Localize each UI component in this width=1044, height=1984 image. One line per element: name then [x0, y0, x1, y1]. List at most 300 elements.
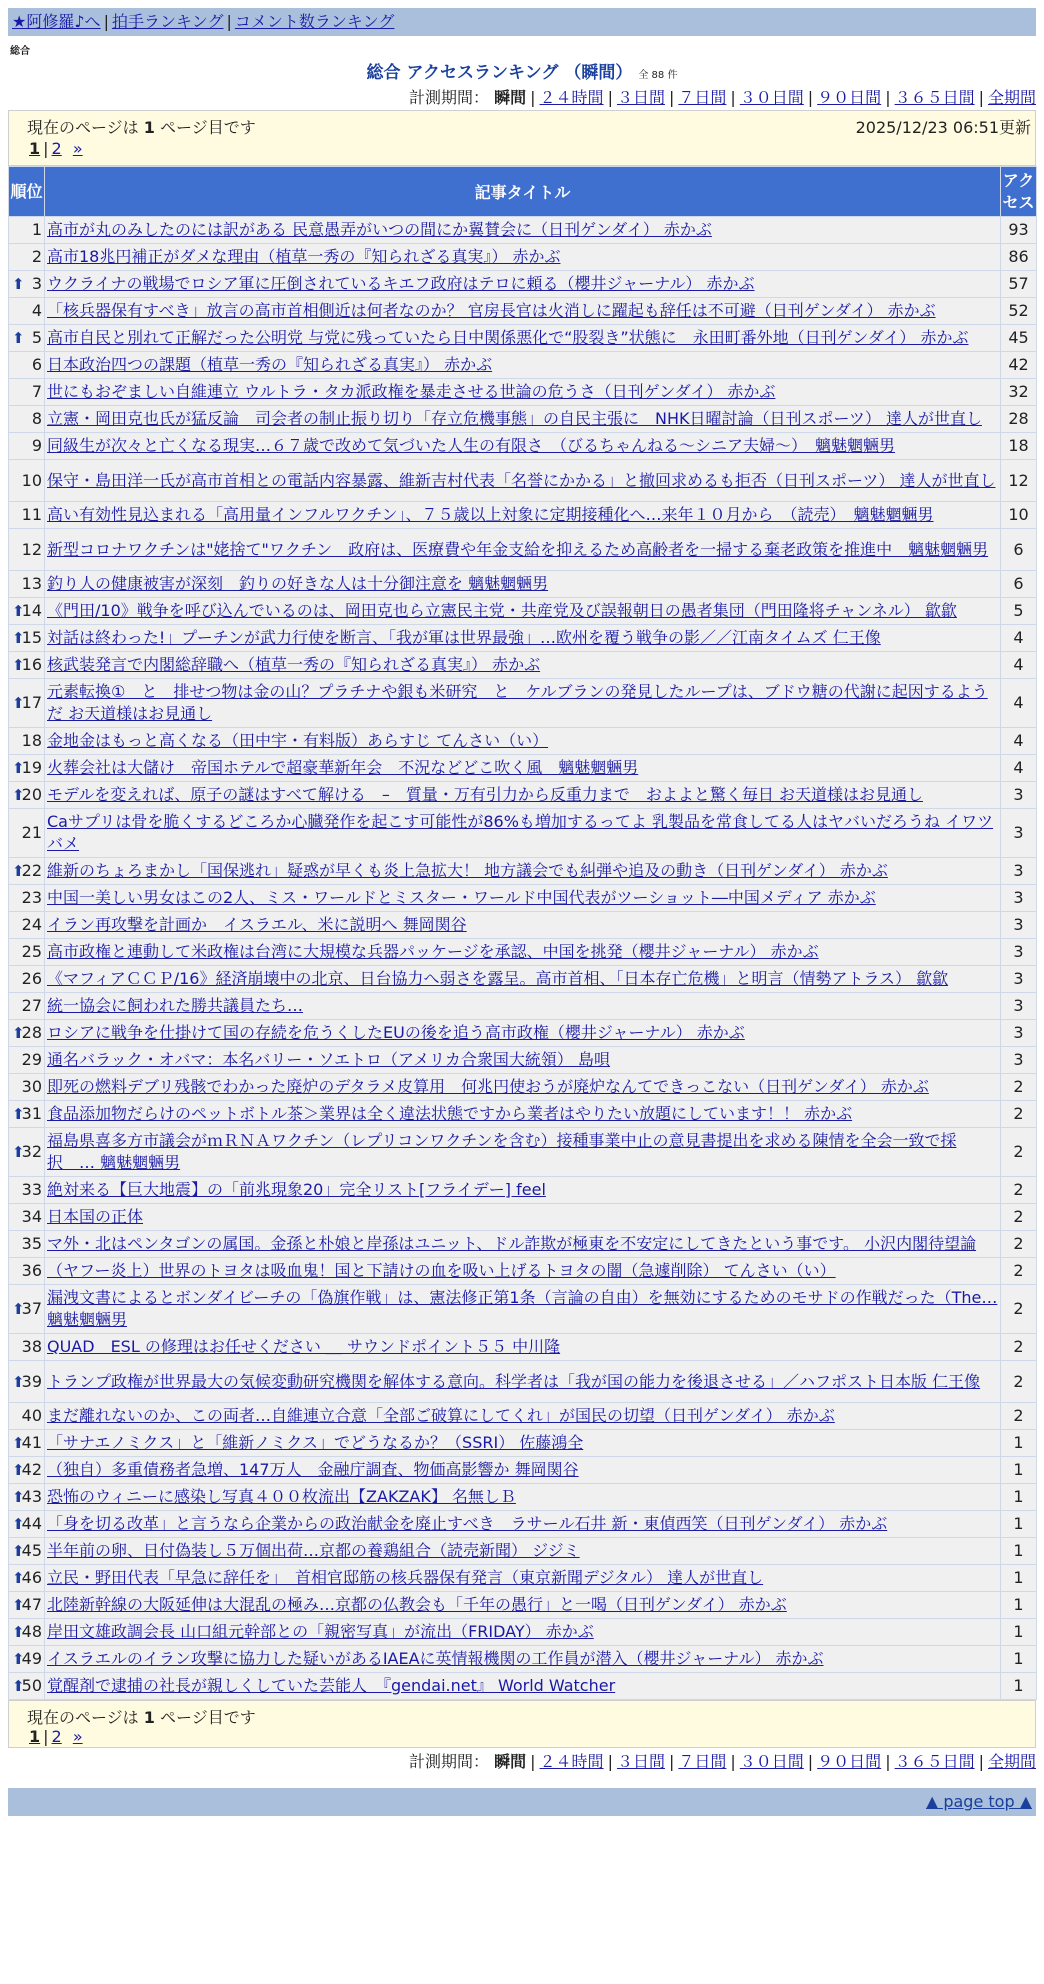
- rank-number: 34: [21, 1207, 42, 1226]
- rank-number: 21: [21, 823, 42, 842]
- period-link-90d[interactable]: ９０日間: [817, 1752, 882, 1771]
- rank-cell: [9, 652, 45, 679]
- table-row: [9, 1619, 1037, 1646]
- access-count: 12: [1001, 460, 1037, 502]
- article-title-link[interactable]: 覚醒剤で逮捕の社長が親しくしていた芸能人 『gendai.net』 World Watcher: [47, 1676, 616, 1695]
- title-cell: [45, 1047, 1001, 1074]
- col-title-header: 記事タイトル: [45, 167, 1001, 217]
- table-row: [9, 858, 1037, 885]
- article-title-link[interactable]: 金地金はもっと高くなる（田中宇・有料版）あらすじ てんさい（い）: [47, 731, 549, 750]
- access-count: 2: [1001, 1204, 1037, 1231]
- access-count: 2: [1001, 1177, 1037, 1204]
- title-cell: [45, 1258, 1001, 1285]
- rank-number: 41: [21, 1433, 42, 1452]
- period-link-24h[interactable]: ２４時間: [539, 1752, 604, 1771]
- rank-number: 16: [21, 655, 42, 674]
- rank-number: 27: [21, 996, 42, 1015]
- rank-cell: [9, 1592, 45, 1619]
- article-title-link[interactable]: 日本政治四つの課題（植草一秀の『知られざる真実』） 赤かぶ: [47, 355, 493, 374]
- article-title-link[interactable]: 高市政権と連動して米政権は台湾に大規模な兵器パッケージを承認、中国を挑発（櫻井ジャーナル） 赤かぶ: [47, 942, 819, 961]
- title-cell: [45, 809, 1001, 858]
- article-title-link[interactable]: 対話は終わった!」プーチンが武力行使を断言、「我が軍は世界最強」…欧州を覆う戦争の影／／江南タイムズ 仁王像: [47, 628, 881, 647]
- up-arrow-icon: ⬆: [12, 1488, 25, 1506]
- access-count: 3: [1001, 1020, 1037, 1047]
- article-title-link[interactable]: QUAD ESL の修理はお任せください ＿ サウンドポイント５５ 中川隆: [47, 1337, 561, 1356]
- article-title-link[interactable]: 福島県喜多方市議会がｍＲＮＡワクチン（レプリコンワクチンを含む）接種事業中止の意見書提出を求める陳情を全会一致で採択 … 魑魅魍魎男: [47, 1131, 957, 1172]
- access-count: 93: [1001, 217, 1037, 244]
- up-arrow-icon: ⬆: [12, 1461, 25, 1479]
- article-title-link[interactable]: 立民・野田代表「早急に辞任を」 首相官邸筋の核兵器保有発言（東京新聞デジタル） 達人が世直し: [47, 1568, 764, 1587]
- rank-number: 26: [21, 969, 42, 988]
- table-row: [9, 1430, 1037, 1457]
- rank-cell: [9, 1334, 45, 1361]
- article-title-link[interactable]: 世にもおぞましい自維連立 ウルトラ・タカ派政権を暴走させる世論の危うさ（日刊ゲンダイ） 赤かぶ: [47, 382, 776, 401]
- up-arrow-icon: ⬆: [12, 1434, 25, 1452]
- rank-number: 4: [31, 301, 42, 320]
- article-title-link[interactable]: 食品添加物だらけのペットボトル茶＞業界は全く違法状態ですから業者はやりたい放題にしています！！ 赤かぶ: [47, 1104, 853, 1123]
- pager-next[interactable]: »: [72, 1727, 83, 1746]
- article-title-link[interactable]: イラン再攻撃を計画か イスラエル、米に説明へ 舞岡関谷: [47, 915, 467, 934]
- access-count: 2: [1001, 1128, 1037, 1177]
- ranking-table: [8, 166, 1037, 1700]
- nav-separator: |: [226, 12, 232, 31]
- access-count: 5: [1001, 598, 1037, 625]
- title-cell: [45, 352, 1001, 379]
- rank-cell: [9, 939, 45, 966]
- rank-number: 2: [31, 247, 42, 266]
- period-link-all[interactable]: 全期間: [987, 1752, 1036, 1771]
- up-arrow-icon: ⬆: [12, 1515, 25, 1533]
- up-arrow-icon: ⬆: [12, 1024, 25, 1042]
- up-arrow-icon: ⬆: [12, 1105, 25, 1123]
- table-row: [9, 1177, 1037, 1204]
- rank-cell: [9, 244, 45, 271]
- rank-number: 10: [21, 470, 42, 490]
- access-count: 2: [1001, 1403, 1037, 1430]
- period-link-30d[interactable]: ３０日間: [739, 1752, 804, 1771]
- up-arrow-icon: ⬆: [12, 1542, 25, 1560]
- rank-number: 20: [21, 785, 42, 804]
- period-link-3d[interactable]: ３日間: [616, 1752, 665, 1771]
- title-cell: [45, 1285, 1001, 1334]
- access-count: 3: [1001, 1047, 1037, 1074]
- article-title-link[interactable]: 高市18兆円補正がダメな理由（植草一秀の『知られざる真実』） 赤かぶ: [47, 247, 561, 266]
- title-cell: [45, 502, 1001, 529]
- up-arrow-icon: ⬆: [12, 629, 25, 647]
- rank-cell: [9, 809, 45, 858]
- rank-number: 35: [21, 1234, 42, 1253]
- table-row: [9, 966, 1037, 993]
- table-row: [9, 993, 1037, 1020]
- up-arrow-icon: ⬆: [12, 602, 25, 620]
- article-title-link[interactable]: （ヤフー炎上）世界のトヨタは吸血鬼！国と下請けの血を吸い上げるトヨタの闇（急遽削除） てんさい（い）: [47, 1261, 836, 1280]
- rank-cell: [9, 1511, 45, 1538]
- rank-number: 18: [21, 731, 42, 750]
- period-link-24h[interactable]: ２４時間: [539, 88, 604, 107]
- article-title-link[interactable]: 元素転換① と 排せつ物は金の山？プラチナや銀も米研究 と ケルブランの発見したループは、ブドウ糖の代謝に起因するようだ お天道様はお見通し: [47, 682, 988, 723]
- pager-next[interactable]: »: [72, 139, 83, 158]
- access-count: 3: [1001, 782, 1037, 809]
- rank-number: 40: [21, 1406, 42, 1425]
- table-row: [9, 1673, 1037, 1700]
- article-title-link[interactable]: 恐怖のウィニーに感染し写真４００枚流出【ZAKZAK】 名無しＢ: [47, 1487, 516, 1506]
- updated-timestamp: 2025/12/23 06:51更新: [855, 118, 1031, 137]
- up-arrow-icon: ⬆: [12, 1569, 25, 1587]
- access-count: 1: [1001, 1592, 1037, 1619]
- footer-bar: [8, 1788, 1036, 1816]
- pager-current: 1: [29, 1727, 41, 1746]
- table-row: [9, 728, 1037, 755]
- title-cell: [45, 858, 1001, 885]
- table-row: [9, 1361, 1037, 1403]
- table-row: [9, 1101, 1037, 1128]
- up-arrow-icon: ⬆: [12, 862, 25, 880]
- table-row: [9, 379, 1037, 406]
- period-current: 瞬間: [494, 88, 527, 107]
- rank-cell: [9, 1177, 45, 1204]
- rank-number: 36: [21, 1261, 42, 1280]
- rank-cell: [9, 728, 45, 755]
- rank-number: 29: [21, 1050, 42, 1069]
- rank-cell: [9, 1538, 45, 1565]
- article-title-link[interactable]: 統一協会に飼われた勝共議員たち…: [47, 996, 304, 1015]
- table-row: [9, 571, 1037, 598]
- table-row: [9, 652, 1037, 679]
- up-arrow-icon: ⬆: [12, 275, 25, 293]
- rank-cell: [9, 571, 45, 598]
- title-cell: [45, 728, 1001, 755]
- table-row: [9, 625, 1037, 652]
- table-row: [9, 1484, 1037, 1511]
- period-link-30d[interactable]: ３０日間: [739, 88, 804, 107]
- category-label: 総合: [10, 46, 30, 57]
- article-title-link[interactable]: イスラエルのイラン攻撃に協力した疑いがあるIAEAに英情報機関の工作員が潜入（櫻井ジャーナル） 赤かぶ: [47, 1649, 824, 1668]
- page-top-link[interactable]: ▲ page top ▲: [925, 1792, 1032, 1811]
- table-row: [9, 912, 1037, 939]
- pager-page-2[interactable]: 2: [51, 1727, 62, 1746]
- article-title-link[interactable]: まだ離れないのか、この両者…自維連立合意「全部ご破算にしてくれ」が国民の切望（日刊ゲンダイ） 赤かぶ: [47, 1406, 835, 1425]
- rank-cell: [9, 755, 45, 782]
- title-cell: [45, 1430, 1001, 1457]
- table-row: [9, 679, 1037, 728]
- rank-cell: [9, 966, 45, 993]
- rank-number: 8: [31, 409, 42, 428]
- rank-cell: [9, 1457, 45, 1484]
- access-count: 4: [1001, 755, 1037, 782]
- table-row: [9, 1403, 1037, 1430]
- article-title-link[interactable]: 新型コロナワクチンは"姥捨て"ワクチン 政府は、医療費や年金支給を抑えるため高齢者を一掃する棄老政策を推進中 魑魅魍魎男: [47, 539, 989, 559]
- rank-cell: [9, 782, 45, 809]
- current-page-text-bottom: 現在のページは 1 ページ目です: [27, 1708, 256, 1727]
- rank-number: 50: [21, 1676, 42, 1695]
- article-title-link[interactable]: 《マフィアＣＣＰ/16》経済崩壊中の北京、日台協力へ弱さを露呈。高市首相、「日本存亡危機」と明言（情勢アトラス） 歙歙: [47, 969, 949, 988]
- period-label: 計測期間：: [409, 88, 490, 107]
- rank-number: 13: [21, 574, 42, 593]
- table-row: [9, 1047, 1037, 1074]
- rank-cell: [9, 1128, 45, 1177]
- table-row: [9, 502, 1037, 529]
- page-title: 総合 アクセスランキング （瞬間）: [366, 63, 633, 83]
- table-row: [9, 1646, 1037, 1673]
- rank-cell: [9, 271, 45, 298]
- rank-cell: [9, 1565, 45, 1592]
- rank-cell: [9, 679, 45, 728]
- title-cell: [45, 1334, 1001, 1361]
- title-cell: [45, 406, 1001, 433]
- up-arrow-icon: ⬆: [12, 694, 25, 712]
- article-title-link[interactable]: 高い有効性見込まれる「高用量インフルワクチン」、７５歳以上対象に定期接種化へ…来年１０月から （読売） 魑魅魍魎男: [47, 505, 934, 524]
- pager-top: 1 | 2 »: [29, 139, 83, 158]
- table-row: [9, 598, 1037, 625]
- title-cell: [45, 1565, 1001, 1592]
- period-link-all[interactable]: 全期間: [987, 88, 1036, 107]
- rank-cell: [9, 460, 45, 502]
- rank-number: 22: [21, 861, 42, 880]
- rank-cell: [9, 858, 45, 885]
- title-cell: [45, 379, 1001, 406]
- article-title-link[interactable]: （独自）多重債務者急増、147万人 金融庁調査、物価高影響か 舞岡関谷: [47, 1460, 579, 1479]
- rank-number: 33: [21, 1180, 42, 1199]
- page-info-top: [8, 110, 1036, 166]
- title-cell: [45, 298, 1001, 325]
- rank-cell: [9, 598, 45, 625]
- rank-cell: [9, 1047, 45, 1074]
- article-title-link[interactable]: 高市が丸のみしたのには訳がある 民意愚弄がいつの間にか翼賛会に（日刊ゲンダイ） 赤かぶ: [47, 220, 712, 239]
- rank-cell: [9, 406, 45, 433]
- access-count: 3: [1001, 966, 1037, 993]
- rank-number: 42: [21, 1460, 42, 1479]
- table-row: [9, 1231, 1037, 1258]
- rank-cell: [9, 298, 45, 325]
- rank-cell: [9, 1231, 45, 1258]
- rank-cell: [9, 433, 45, 460]
- title-cell: [45, 1361, 1001, 1403]
- access-count: 1: [1001, 1457, 1037, 1484]
- table-row: [9, 1538, 1037, 1565]
- period-link-7d[interactable]: ７日間: [678, 88, 727, 107]
- table-row: [9, 782, 1037, 809]
- access-count: 4: [1001, 728, 1037, 755]
- access-count: 2: [1001, 1361, 1037, 1403]
- article-title-link[interactable]: マ外・北はペンタゴンの属国。金孫と朴娘と岸孫はユニット、ドル詐欺が極東を不安定にしてきたという事です。 小沢内閣待望論: [47, 1234, 977, 1253]
- up-arrow-icon: ⬆: [12, 656, 25, 674]
- title-cell: [45, 652, 1001, 679]
- access-count: 4: [1001, 652, 1037, 679]
- rank-number: 14: [21, 601, 42, 620]
- rank-cell: [9, 1673, 45, 1700]
- rank-cell: [9, 1430, 45, 1457]
- table-row: [9, 1204, 1037, 1231]
- rank-number: 1: [31, 220, 42, 239]
- title-cell: [45, 1177, 1001, 1204]
- table-row: [9, 809, 1037, 858]
- title-cell: [45, 598, 1001, 625]
- access-count: 1: [1001, 1430, 1037, 1457]
- page-info-bottom: [8, 1700, 1036, 1748]
- access-count: 3: [1001, 809, 1037, 858]
- rank-cell: [9, 1204, 45, 1231]
- nav-applause-ranking-link[interactable]: 拍手ランキング: [111, 12, 224, 31]
- rank-cell: [9, 1285, 45, 1334]
- up-arrow-icon: ⬆: [12, 1650, 25, 1668]
- table-row: [9, 1285, 1037, 1334]
- article-title-link[interactable]: 半年前の卵、日付偽装し５万個出荷…京都の養鶏組合（読売新聞） ジジミ: [47, 1541, 580, 1560]
- title-cell: [45, 1538, 1001, 1565]
- rank-cell: [9, 993, 45, 1020]
- top-nav: [8, 8, 1036, 36]
- rank-number: 19: [21, 758, 42, 777]
- article-title-link[interactable]: 「サナエノミクス」と「維新ノミクス」でどうなるか？（SSRI） 佐藤鴻全: [47, 1433, 584, 1452]
- article-title-link[interactable]: Caサプリは骨を脆くするどころか心臓発作を起こす可能性が86%も増加するってよ 乳製品を常食してる人はヤバいだろうね イワツバメ: [47, 812, 994, 853]
- title-cell: [45, 271, 1001, 298]
- rank-cell: [9, 1074, 45, 1101]
- table-row: [9, 1128, 1037, 1177]
- access-count: 86: [1001, 244, 1037, 271]
- up-arrow-icon: ⬆: [12, 786, 25, 804]
- access-count: 1: [1001, 1538, 1037, 1565]
- title-cell: [45, 571, 1001, 598]
- period-link-365d[interactable]: ３６５日間: [894, 1752, 975, 1771]
- article-title-link[interactable]: 核武装発言で内閣総辞職へ（植草一秀の『知られざる真実』） 赤かぶ: [47, 655, 541, 674]
- access-count: 18: [1001, 433, 1037, 460]
- title-cell: [45, 1231, 1001, 1258]
- access-count: 6: [1001, 571, 1037, 598]
- table-row: [9, 1457, 1037, 1484]
- rank-cell: [9, 1258, 45, 1285]
- article-title-link[interactable]: ウクライナの戦場でロシア軍に圧倒されているキエフ政府はテロに頼る（櫻井ジャーナル） 赤かぶ: [47, 274, 755, 293]
- rank-number: 44: [21, 1514, 42, 1533]
- access-count: 2: [1001, 1101, 1037, 1128]
- access-count: 45: [1001, 325, 1037, 352]
- article-title-link[interactable]: トランプ政権が世界最大の気候変動研究機関を解体する意向。科学者は「我が国の能力を後退させる」／ハフポスト日本版 仁王像: [47, 1371, 981, 1391]
- nav-separator: |: [103, 12, 109, 31]
- rank-number: 48: [21, 1622, 42, 1641]
- article-title-link[interactable]: 通名バラック・オバマ：本名バリー・ソエトロ（アメリカ合衆国大統領） 島唄: [47, 1050, 611, 1069]
- table-row: [9, 433, 1037, 460]
- period-link-7d[interactable]: ７日間: [678, 1752, 727, 1771]
- article-title-link[interactable]: 《門田/10》戦争を呼び込んでいるのは、岡田克也ら立憲民主党・共産党及び誤報朝日の愚者集団（門田隆将チャンネル） 歙歙: [47, 601, 957, 620]
- article-title-link[interactable]: 維新のちょろまかし「国保逃れ」疑惑が早くも炎上急拡大！ 地方議会でも糾弾や追及の動き（日刊ゲンダイ） 赤かぶ: [47, 861, 888, 880]
- article-title-link[interactable]: 立憲・岡田克也氏が猛反論 司会者の制止振り切り「存立危機事態」の自民主張に NHK日曜討論（日刊スポーツ） 達人が世直し: [47, 409, 982, 428]
- title-cell: [45, 1128, 1001, 1177]
- access-count: 28: [1001, 406, 1037, 433]
- article-title-link[interactable]: 高市自民と別れて正解だった公明党 与党に残っていたら日中関係悪化で“股裂き”状態に 永田町番外地（日刊ゲンダイ） 赤かぶ: [47, 328, 969, 347]
- access-count: 4: [1001, 625, 1037, 652]
- rank-cell: [9, 912, 45, 939]
- rank-number: 38: [21, 1337, 42, 1356]
- col-access-header: アクセス: [1001, 167, 1037, 217]
- rank-cell: [9, 502, 45, 529]
- article-title-link[interactable]: 岸田文雄政調会長 山口組元幹部との「親密写真」が流出（FRIDAY） 赤かぶ: [47, 1622, 594, 1641]
- table-row: [9, 325, 1037, 352]
- ranking-heading: [8, 62, 1036, 84]
- rank-cell: [9, 529, 45, 571]
- period-link-90d[interactable]: ９０日間: [817, 88, 882, 107]
- access-count: 1: [1001, 1484, 1037, 1511]
- rank-cell: [9, 1484, 45, 1511]
- table-row: [9, 271, 1037, 298]
- rank-number: 25: [21, 942, 42, 961]
- article-title-link[interactable]: 火葬会社は大儲け 帝国ホテルで超豪華新年会 不況などどこ吹く風 魑魅魍魎男: [47, 758, 639, 777]
- access-count: 2: [1001, 1074, 1037, 1101]
- article-title-link[interactable]: 保守・島田洋一氏が高市首相との電話内容暴露、維新吉村代表「名誉にかかる」と撤回求めるも拒否（日刊スポーツ） 達人が世直し: [47, 470, 996, 490]
- article-title-link[interactable]: 「身を切る改革」と言うなら企業からの政治献金を廃止すべき ラサール石井 新・東偵西笑（日刊ゲンダイ） 赤かぶ: [47, 1514, 888, 1533]
- table-row: [9, 244, 1037, 271]
- rank-number: 47: [21, 1595, 42, 1614]
- article-title-link[interactable]: 漏洩文書によるとボンダイビーチの「偽旗作戦」は、憲法修正第1条（言論の自由）を無効にするためのモサドの作戦だった（The… 魑魅魍魎男: [47, 1288, 998, 1329]
- current-page-text: 現在のページは 1 ページ目です: [27, 118, 256, 137]
- rank-number: 7: [31, 382, 42, 401]
- nav-home-link[interactable]: ★阿修羅♪へ: [12, 12, 101, 31]
- article-title-link[interactable]: 同級生が次々と亡くなる現実…６７歳で改めて気づいた人生の有限さ （びるちゃんねる～シニア夫婦～） 魑魅魍魎男: [47, 436, 896, 455]
- title-cell: [45, 217, 1001, 244]
- article-title-link[interactable]: 北陸新幹線の大阪延伸は大混乱の極み…京都の仏教会も「千年の愚行」と一喝（日刊ゲンダイ） 赤かぶ: [47, 1595, 787, 1614]
- access-count: 2: [1001, 1231, 1037, 1258]
- col-rank-header: 順位: [9, 167, 45, 217]
- rank-cell: [9, 325, 45, 352]
- rank-cell: [9, 1361, 45, 1403]
- article-title-link[interactable]: 即死の燃料デブリ残骸でわかった廃炉のデタラメ皮算用 何兆円使おうが廃炉なんてできっこない（日刊ゲンダイ） 赤かぶ: [47, 1077, 929, 1096]
- pager-page-2[interactable]: 2: [51, 139, 62, 158]
- article-title-link[interactable]: 釣り人の健康被害が深刻 釣りの好きな人は十分御注意を 魑魅魍魎男: [47, 574, 549, 593]
- access-count: 1: [1001, 1619, 1037, 1646]
- access-count: 3: [1001, 993, 1037, 1020]
- period-label: 計測期間：: [409, 1752, 490, 1771]
- rank-number: 28: [21, 1023, 42, 1042]
- nav-comment-ranking-link[interactable]: コメント数ランキング: [234, 12, 395, 31]
- access-count: 32: [1001, 379, 1037, 406]
- title-cell: [45, 912, 1001, 939]
- access-count: 6: [1001, 529, 1037, 571]
- access-count: 57: [1001, 271, 1037, 298]
- article-title-link[interactable]: 絶対来る【巨大地震】の「前兆現象20」完全リスト[フライデー] feel: [47, 1180, 546, 1199]
- pager-bottom: 1 | 2 »: [29, 1727, 83, 1746]
- access-count: 10: [1001, 502, 1037, 529]
- title-cell: [45, 1403, 1001, 1430]
- table-row: [9, 460, 1037, 502]
- rank-cell: [9, 352, 45, 379]
- rank-cell: [9, 379, 45, 406]
- access-count: 4: [1001, 679, 1037, 728]
- rank-number: 30: [21, 1077, 42, 1096]
- rank-cell: [9, 625, 45, 652]
- title-cell: [45, 433, 1001, 460]
- rank-number: 12: [21, 539, 42, 559]
- period-link-3d[interactable]: ３日間: [616, 88, 665, 107]
- rank-number: 39: [21, 1371, 42, 1391]
- article-title-link[interactable]: 日本国の正体: [47, 1207, 144, 1226]
- table-row: [9, 1511, 1037, 1538]
- table-row: [9, 298, 1037, 325]
- title-cell: [45, 1646, 1001, 1673]
- table-row: [9, 1258, 1037, 1285]
- access-count: 52: [1001, 298, 1037, 325]
- access-count: 1: [1001, 1511, 1037, 1538]
- article-title-link[interactable]: モデルを変えれば、原子の謎はすべて解ける – 質量・万有引力から反重力まで およよと驚く毎日 お天道様はお見通し: [47, 785, 923, 804]
- title-cell: [45, 529, 1001, 571]
- article-title-link[interactable]: 中国一美しい男女はこの2人、ミス・ワールドとミスター・ワールド中国代表がツーショット―中国メディア 赤かぶ: [47, 888, 876, 907]
- title-cell: [45, 1074, 1001, 1101]
- table-row: [9, 1334, 1037, 1361]
- article-title-link[interactable]: 「核兵器保有すべき」放言の高市首相側近は何者なのか？ 官房長官は火消しに躍起も辞任は不可避（日刊ゲンダイ） 赤かぶ: [47, 301, 936, 320]
- article-title-link[interactable]: ロシアに戦争を仕掛けて国の存続を危うくしたEUの後を追う高市政権（櫻井ジャーナル） 赤かぶ: [47, 1023, 745, 1042]
- period-link-365d[interactable]: ３６５日間: [894, 88, 975, 107]
- rank-number: 31: [21, 1104, 42, 1123]
- title-cell: [45, 1204, 1001, 1231]
- table-row: [9, 1592, 1037, 1619]
- table-row: [9, 217, 1037, 244]
- rank-number: 5: [31, 328, 42, 347]
